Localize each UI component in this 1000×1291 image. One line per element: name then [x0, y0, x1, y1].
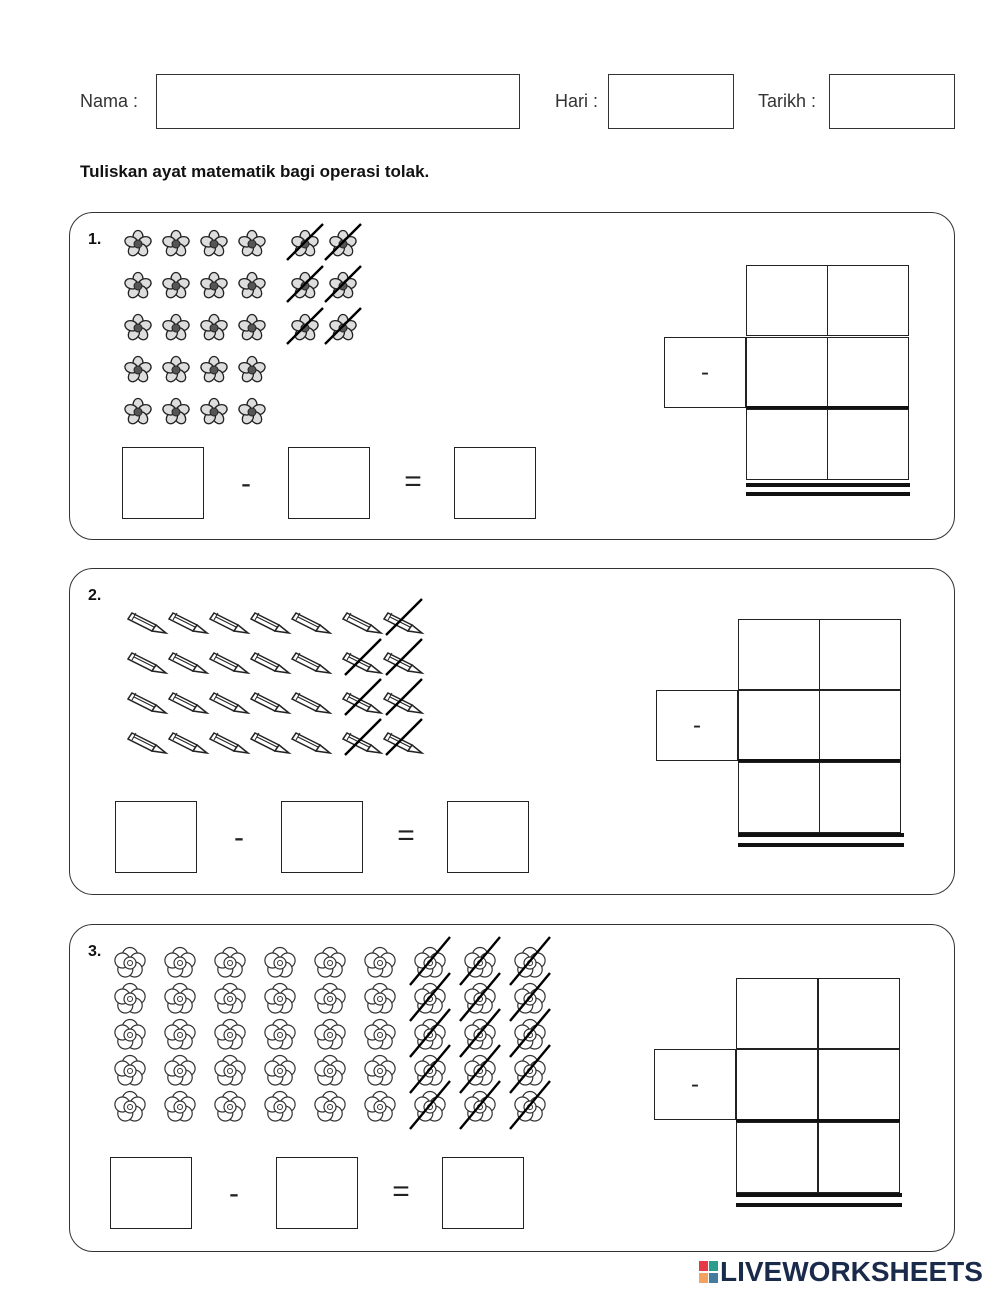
pencil-icon — [251, 733, 289, 753]
blossom-icon — [165, 1056, 195, 1086]
blossom-icon — [365, 1092, 395, 1122]
q3-equation-minus: - — [229, 1177, 239, 1210]
flower-icon — [238, 357, 267, 384]
pencil-icon — [210, 733, 248, 753]
blossom-icon — [165, 1092, 195, 1122]
pencil-icon — [292, 653, 330, 673]
blossom-icon — [215, 1020, 245, 1050]
logo-text: LIVEWORKSHEETS — [720, 1256, 983, 1287]
blossom-icon — [115, 1092, 145, 1122]
flower-icon — [325, 224, 361, 260]
pencil-icon — [343, 613, 381, 633]
pencil-icon — [169, 653, 207, 673]
q3-tens-answer[interactable] — [736, 1122, 818, 1193]
flower-icon — [200, 315, 229, 342]
q3-tens-top[interactable] — [736, 978, 818, 1049]
blossom-icon — [315, 1020, 345, 1050]
flower-icon — [325, 308, 361, 344]
blossom-icon — [215, 1092, 245, 1122]
pencil-icon — [343, 639, 381, 675]
pencil-icon — [343, 679, 381, 715]
blossom-icon — [265, 1020, 295, 1050]
q1-tens-top[interactable] — [746, 265, 828, 336]
q2-equation-minus: - — [234, 821, 244, 854]
q1-equation-minus: - — [241, 467, 251, 500]
blossom-icon — [410, 1009, 450, 1057]
q1-equation-equals: = — [404, 465, 422, 498]
pencil-icon — [128, 733, 166, 753]
nama-label: Nama : — [80, 91, 139, 111]
question-1-number: 1. — [88, 231, 102, 248]
blossom-icon — [215, 948, 245, 978]
blossom-icon — [410, 937, 450, 985]
logo-blocks-icon — [698, 1257, 720, 1287]
q2-ones-answer[interactable] — [819, 762, 901, 833]
blossom-icon — [410, 1081, 450, 1129]
q2-subtrahend-input[interactable] — [281, 801, 363, 873]
blossom-icon — [510, 1081, 550, 1129]
q3-ones-middle[interactable] — [818, 1049, 900, 1120]
q3-difference-input[interactable] — [442, 1157, 524, 1229]
q1-tens-middle[interactable] — [746, 337, 828, 408]
flower-icon — [162, 357, 191, 384]
question-3-picture — [108, 937, 568, 1137]
blossom-icon — [410, 973, 450, 1021]
flower-icon — [124, 315, 153, 342]
flower-icon — [162, 231, 191, 258]
blossom-icon — [315, 984, 345, 1014]
question-2-number: 2. — [88, 587, 102, 604]
blossom-icon — [215, 1056, 245, 1086]
pencil-icon — [169, 733, 207, 753]
blossom-icon — [115, 984, 145, 1014]
flower-icon — [325, 266, 361, 302]
flower-icon — [287, 308, 323, 344]
blossom-icon — [165, 948, 195, 978]
blossom-icon — [115, 1056, 145, 1086]
blossom-icon — [115, 1020, 145, 1050]
q3-double-line-bottom — [736, 1203, 902, 1207]
q1-double-line-bottom — [746, 492, 910, 496]
q2-tens-top[interactable] — [738, 619, 820, 690]
q1-ones-top[interactable] — [827, 265, 909, 336]
question-1-panel — [69, 212, 955, 540]
q3-double-line-top — [736, 1193, 902, 1197]
pencil-icon — [384, 599, 422, 635]
q1-difference-input[interactable] — [454, 447, 536, 519]
q2-tens-answer[interactable] — [738, 762, 820, 833]
q2-tens-middle[interactable] — [738, 690, 820, 761]
flower-icon — [124, 273, 153, 300]
flower-icon — [200, 357, 229, 384]
blossom-icon — [510, 1045, 550, 1093]
q3-minus-cell: - — [654, 1049, 736, 1120]
liveworksheets-logo — [698, 1254, 983, 1290]
blossom-icon — [510, 973, 550, 1021]
blossom-icon — [510, 937, 550, 985]
blossom-icon — [315, 1056, 345, 1086]
q2-double-line-top — [738, 833, 904, 837]
tarikh-label: Tarikh : — [758, 91, 817, 111]
blossom-icon — [265, 1092, 295, 1122]
pencil-icon — [128, 653, 166, 673]
flower-icon — [287, 224, 323, 260]
q3-ones-top[interactable] — [818, 978, 900, 1049]
pencil-icon — [292, 693, 330, 713]
blossom-icon — [165, 984, 195, 1014]
q2-minuend-input[interactable] — [115, 801, 197, 873]
instruction: Tuliskan ayat matematik bagi operasi tolak. — [80, 162, 430, 181]
blossom-icon — [365, 1056, 395, 1086]
flower-icon — [238, 231, 267, 258]
pencil-icon — [343, 719, 381, 755]
blossom-icon — [115, 948, 145, 978]
q3-subtrahend-input[interactable] — [276, 1157, 358, 1229]
q2-double-line-bottom — [738, 843, 904, 847]
pencil-icon — [210, 653, 248, 673]
pencil-icon — [169, 613, 207, 633]
blossom-icon — [265, 984, 295, 1014]
pencil-icon — [128, 613, 166, 633]
blossom-icon — [365, 984, 395, 1014]
question-2-panel — [69, 568, 955, 895]
q1-double-line-top — [746, 483, 910, 487]
q3-tens-middle[interactable] — [736, 1049, 818, 1120]
flower-icon — [200, 399, 229, 426]
q1-tens-answer[interactable] — [746, 409, 828, 480]
pencil-icon — [292, 733, 330, 753]
blossom-icon — [215, 984, 245, 1014]
blossom-icon — [460, 973, 500, 1021]
q1-minus-cell: - — [664, 337, 746, 408]
hari-input[interactable] — [608, 74, 734, 129]
flower-icon — [124, 231, 153, 258]
pencil-icon — [251, 613, 289, 633]
q1-ones-answer[interactable] — [827, 409, 909, 480]
flower-icon — [200, 231, 229, 258]
question-3-number: 3. — [88, 943, 102, 960]
question-1-picture — [118, 225, 368, 435]
pencil-icon — [251, 693, 289, 713]
question-3-panel — [69, 924, 955, 1252]
q2-ones-top[interactable] — [819, 619, 901, 690]
blossom-icon — [460, 1045, 500, 1093]
flower-icon — [162, 399, 191, 426]
flower-icon — [162, 273, 191, 300]
nama-input[interactable] — [156, 74, 520, 129]
flower-icon — [162, 315, 191, 342]
blossom-icon — [365, 1020, 395, 1050]
blossom-icon — [265, 1056, 295, 1086]
flower-icon — [124, 399, 153, 426]
q1-subtrahend-input[interactable] — [288, 447, 370, 519]
pencil-icon — [292, 613, 330, 633]
hari-label: Hari : — [555, 91, 599, 111]
pencil-icon — [384, 719, 422, 755]
q3-ones-answer[interactable] — [818, 1122, 900, 1193]
q1-minuend-input[interactable] — [122, 447, 204, 519]
blossom-icon — [460, 1081, 500, 1129]
q2-minus-cell: - — [656, 690, 738, 761]
pencil-icon — [210, 613, 248, 633]
pencil-icon — [384, 639, 422, 675]
blossom-icon — [315, 1092, 345, 1122]
q2-ones-middle[interactable] — [819, 690, 901, 761]
q3-minuend-input[interactable] — [110, 1157, 192, 1229]
flower-icon — [238, 399, 267, 426]
question-2-picture — [126, 601, 436, 761]
flower-icon — [200, 273, 229, 300]
q2-difference-input[interactable] — [447, 801, 529, 873]
blossom-icon — [365, 948, 395, 978]
tarikh-input[interactable] — [829, 74, 955, 129]
flower-icon — [238, 273, 267, 300]
pencil-icon — [210, 693, 248, 713]
q1-ones-middle[interactable] — [827, 337, 909, 408]
q3-equation-equals: = — [392, 1175, 410, 1208]
pencil-icon — [251, 653, 289, 673]
blossom-icon — [410, 1045, 450, 1093]
pencil-icon — [169, 693, 207, 713]
pencil-icon — [384, 679, 422, 715]
blossom-icon — [165, 1020, 195, 1050]
blossom-icon — [460, 1009, 500, 1057]
blossom-icon — [315, 948, 345, 978]
blossom-icon — [460, 937, 500, 985]
q2-equation-equals: = — [397, 819, 415, 852]
blossom-icon — [510, 1009, 550, 1057]
pencil-icon — [128, 693, 166, 713]
blossom-icon — [265, 948, 295, 978]
flower-icon — [124, 357, 153, 384]
flower-icon — [238, 315, 267, 342]
flower-icon — [287, 266, 323, 302]
